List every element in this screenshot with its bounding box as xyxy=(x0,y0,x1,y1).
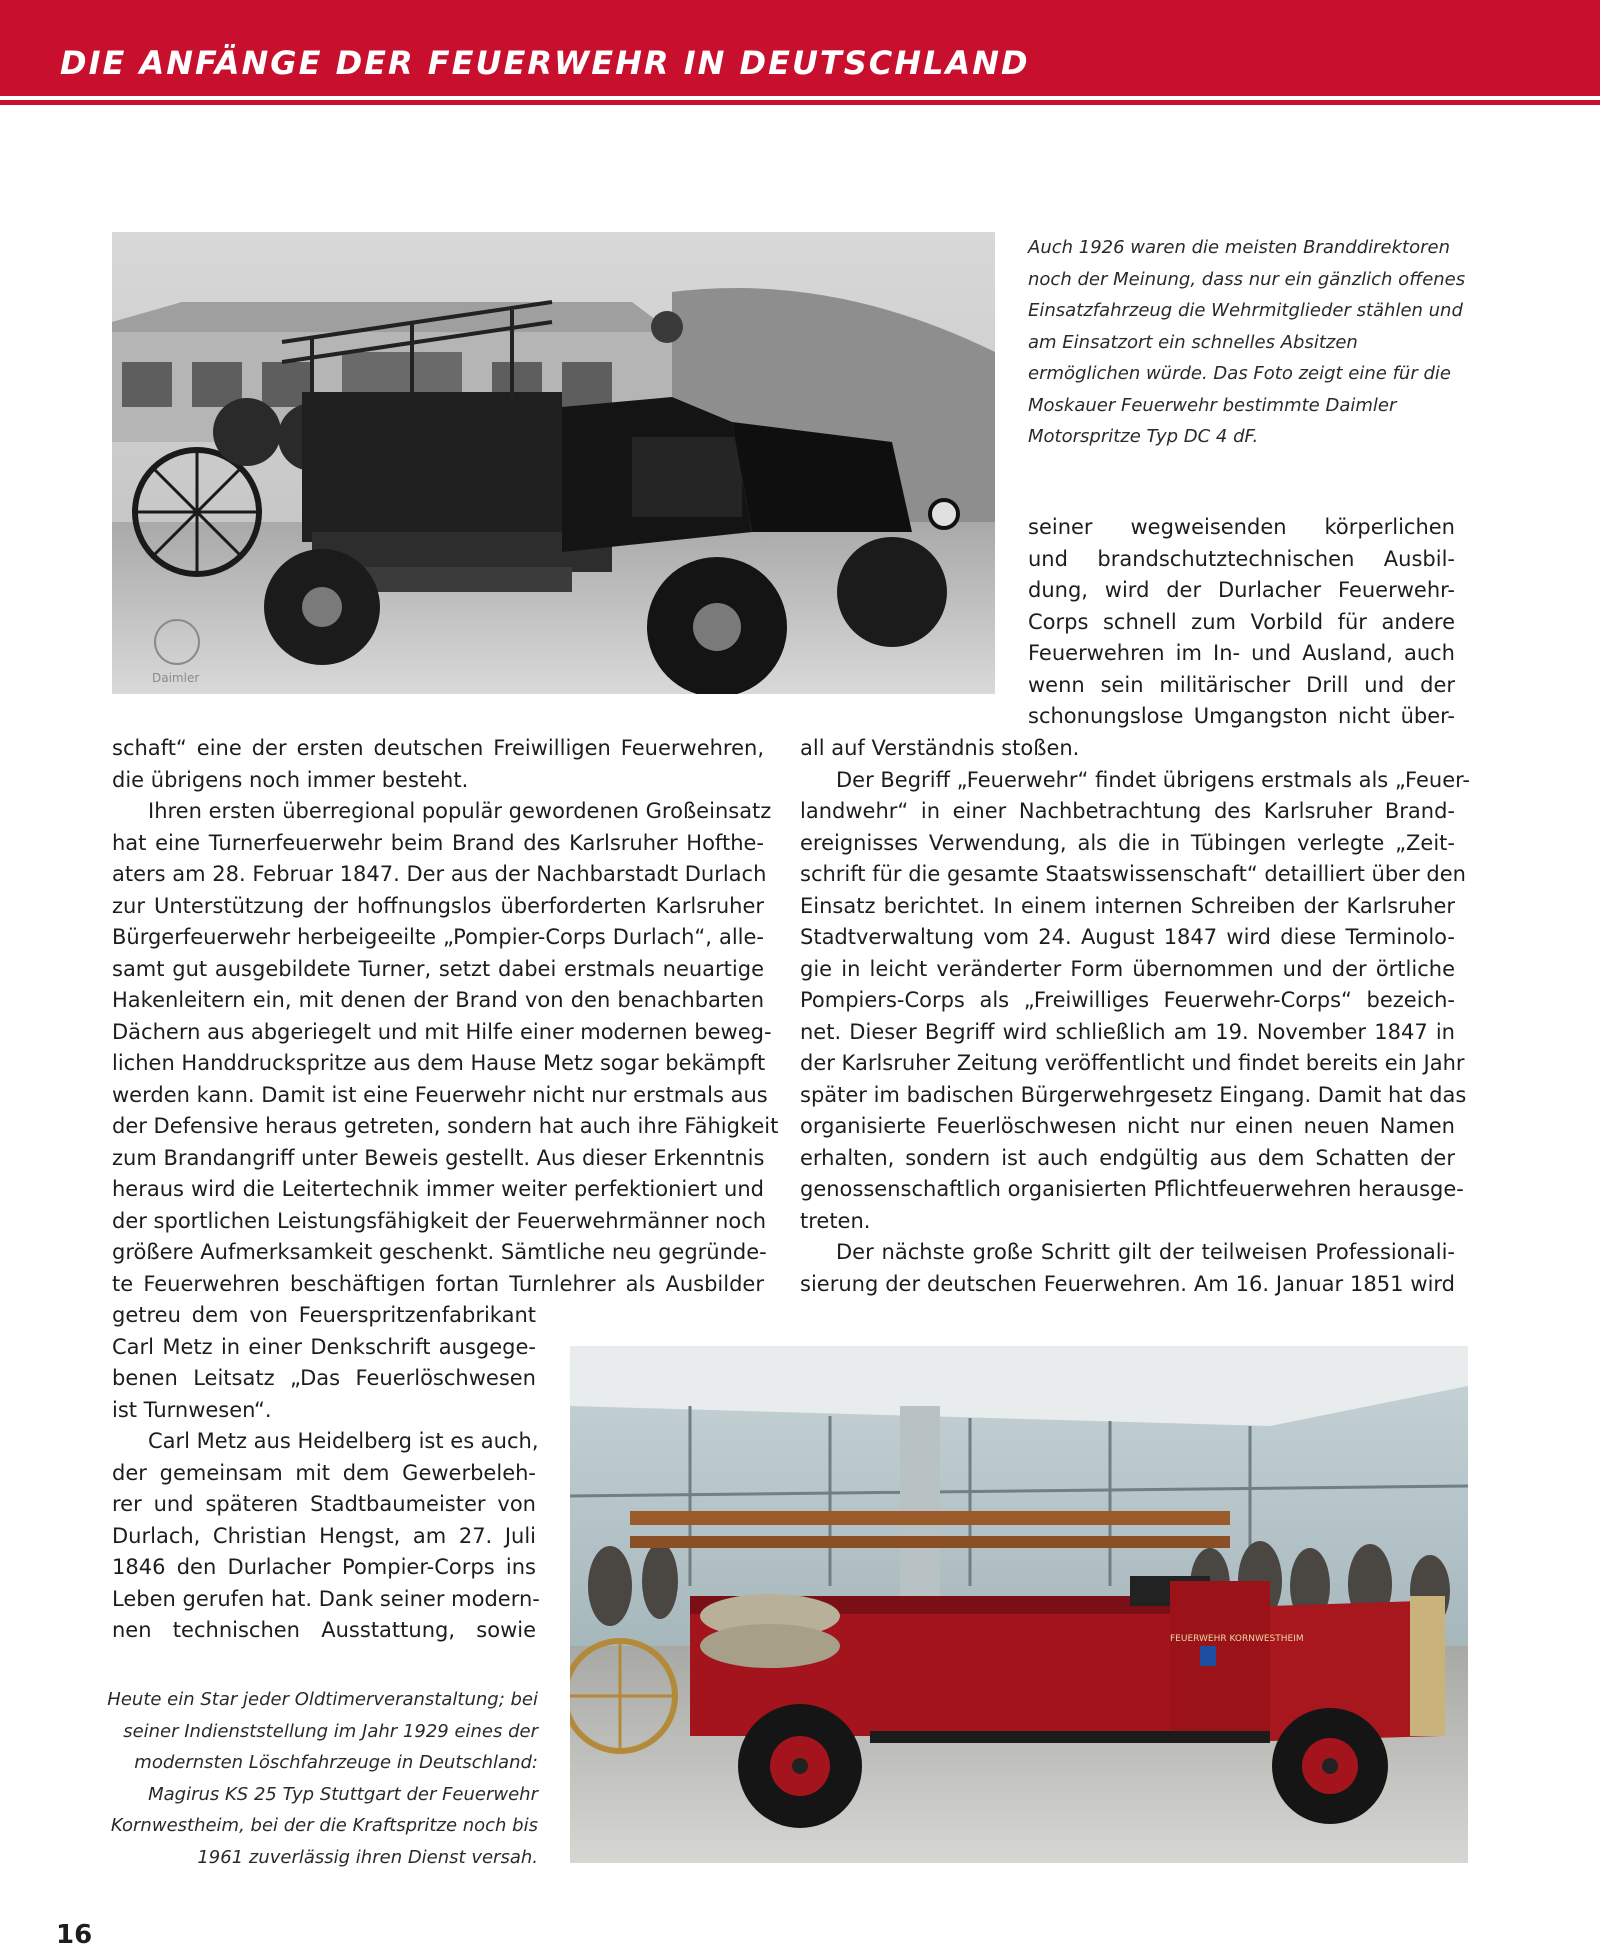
text-line: dung, wird der Durlacher Feuerwehr- xyxy=(1028,578,1455,602)
header-bar xyxy=(0,0,1600,96)
text-line: erhalten, sondern ist auch endgültig aus dem Schatten der xyxy=(800,1145,1455,1170)
page-number: 16 xyxy=(56,1920,93,1950)
text-line: später im badischen Bürgerwehrgesetz Eingang. Damit hat das xyxy=(800,1082,1467,1107)
text-line: Carl Metz in einer Denkschrift ausgege- xyxy=(112,1334,536,1359)
text-line: net. Dieser Begriff wird schließlich am 19. November 1847 in xyxy=(800,1019,1455,1044)
text-line: der Karlsruher Zeitung veröffentlicht und findet bereits ein Jahr xyxy=(800,1051,1465,1075)
text-line: 1846 den Durlacher Pompier-Corps ins xyxy=(112,1555,536,1579)
text-line: zum Brandangriff unter Beweis gestellt. Aus dieser Erkenntnis xyxy=(112,1145,765,1170)
text-line: wenn sein militärischer Drill und der xyxy=(1028,672,1455,697)
text-line: und brandschutztechnischen Ausbil- xyxy=(1028,546,1455,571)
text-line: getreu dem von Feuerspritzenfabrikant xyxy=(112,1303,536,1327)
text-line: schonungslose Umgangston nicht über- xyxy=(1028,704,1455,728)
text-line: lichen Handdruckspritze aus dem Hause Metz sogar bekämpft xyxy=(112,1051,766,1075)
text-line: ist Turnwesen“. xyxy=(112,1397,272,1422)
text-line: organisierte Feuerlöschwesen nicht nur einen neuen Namen xyxy=(800,1114,1455,1138)
text-line: te Feuerwehren beschäftigen fortan Turnlehrer als Ausbilder xyxy=(112,1271,764,1296)
text-line: Einsatz berichtet. In einem internen Schreiben der Karlsruher xyxy=(800,893,1455,918)
text-line: der sportlichen Leistungsfähigkeit der Feuerwehrmänner noch xyxy=(112,1208,767,1233)
text-line: Der Begriff „Feuerwehr“ findet übrigens erstmals als „Feuer- xyxy=(836,767,1470,792)
text-line: seiner wegweisenden körperlichen xyxy=(1028,515,1455,539)
text-line: heraus wird die Leitertechnik immer weiter perfektioniert und xyxy=(112,1177,764,1201)
text-line: landwehr“ in einer Nachbetrachtung des Karlsruher Brand- xyxy=(800,799,1455,823)
chapter-title: DIE ANFÄNGE DER FEUERWEHR IN DEUTSCHLAND xyxy=(60,44,1030,82)
text-line: genossenschaftlich organisierten Pflichtfeuerwehren herausge- xyxy=(800,1177,1464,1201)
text-line: Feuerwehren im In- und Ausland, auch xyxy=(1028,641,1455,665)
caption-bottom: Heute ein Star jeder Oldtimerveranstaltung; bei seiner Indienststellung im Jahr 1929 eines der modernsten Löschfahrzeuge in Deutschland: Magirus KS 25 Typ Stuttgart der Feuerwehr Kornwestheim, bei der die Kraftspritze noch bis 1961 zuverlässig ihren Dienst versah. xyxy=(107,1689,538,1868)
text-line: aters am 28. Februar 1847. Der aus der Nachbarstadt Durlach xyxy=(112,862,767,886)
text-line: Leben gerufen hat. Dank seiner modern- xyxy=(112,1586,540,1611)
text-line: ereignisses Verwendung, als die in Tübingen verlegte „Zeit- xyxy=(800,830,1455,855)
caption-top: Auch 1926 waren die meisten Branddirektoren noch der Meinung, dass nur ein gänzlich offenes Einsatzfahrzeug die Wehrmitglieder stählen und am Einsatzort ein schnelles Absitzen ermöglichen würde. Das Foto zeigt eine für die Moskauer Feuerwehr bestimmte Daimler Motorspritze Typ DC 4 dF. xyxy=(1028,237,1466,447)
text-line: werden kann. Damit ist eine Feuerwehr nicht nur erstmals aus xyxy=(112,1082,768,1107)
photo-daimler-motorspritze xyxy=(112,232,995,694)
text-line: treten. xyxy=(800,1208,871,1233)
text-line: schaft“ eine der ersten deutschen Freiwilligen Feuerwehren, xyxy=(112,736,764,760)
text-line: sierung der deutschen Feuerwehren. Am 16. Januar 1851 wird xyxy=(800,1271,1455,1296)
text-line: Corps schnell zum Vorbild für andere xyxy=(1028,609,1455,634)
photo-badge-text: Daimler xyxy=(152,671,200,685)
text-line: Der nächste große Schritt gilt der teilweisen Professionali- xyxy=(836,1240,1455,1264)
text-line: Dächern aus abgeriegelt und mit Hilfe einer modernen beweg- xyxy=(112,1019,772,1044)
text-line: Ihren ersten überregional populär gewordenen Großeinsatz xyxy=(148,799,772,823)
text-line: die übrigens noch immer besteht. xyxy=(112,767,469,792)
text-line: der gemeinsam mit dem Gewerbeleh- xyxy=(112,1460,536,1485)
text-line: schrift für die gesamte Staatswissenschaft“ detailliert über den xyxy=(800,862,1466,886)
text-line: Hakenleitern ein, mit denen der Brand von den benachbarten xyxy=(112,988,764,1012)
text-line: gie in leicht veränderter Form übernommen und der örtliche xyxy=(800,956,1455,981)
text-line: samt gut ausgebildete Turner, setzt dabei erstmals neuartige xyxy=(112,956,764,981)
text-line: all auf Verständnis stoßen. xyxy=(800,736,1080,760)
photo-magirus-ks25 xyxy=(570,1346,1468,1863)
door-emblem-text: FEUERWEHR KORNWESTHEIM xyxy=(1170,1634,1304,1644)
text-line: Durlach, Christian Hengst, am 27. Juli xyxy=(112,1523,536,1548)
text-line: rer und späteren Stadtbaumeister von xyxy=(112,1492,536,1516)
text-line: Stadtverwaltung vom 24. August 1847 wird diese Terminolo- xyxy=(800,925,1455,949)
text-line: Carl Metz aus Heidelberg ist es auch, xyxy=(148,1429,539,1453)
text-line: hat eine Turnerfeuerwehr beim Brand des Karlsruher Hofthe- xyxy=(112,830,764,855)
text-line: Pompiers-Corps als „Freiwilliges Feuerwehr-Corps“ bezeich- xyxy=(800,988,1455,1012)
text-line: nen technischen Ausstattung, sowie xyxy=(112,1618,536,1642)
header-rule xyxy=(0,100,1600,105)
text-line: größere Aufmerksamkeit geschenkt. Sämtliche neu gegründe- xyxy=(112,1240,767,1264)
text-line: benen Leitsatz „Das Feuerlöschwesen xyxy=(112,1366,536,1390)
text-line: der Defensive heraus getreten, sondern hat auch ihre Fähigkeit xyxy=(112,1114,779,1138)
text-line: zur Unterstützung der hoffnungslos überforderten Karlsruher xyxy=(112,893,764,918)
text-line: Bürgerfeuerwehr herbeigeeilte „Pompier-Corps Durlach“, alle- xyxy=(112,925,764,949)
